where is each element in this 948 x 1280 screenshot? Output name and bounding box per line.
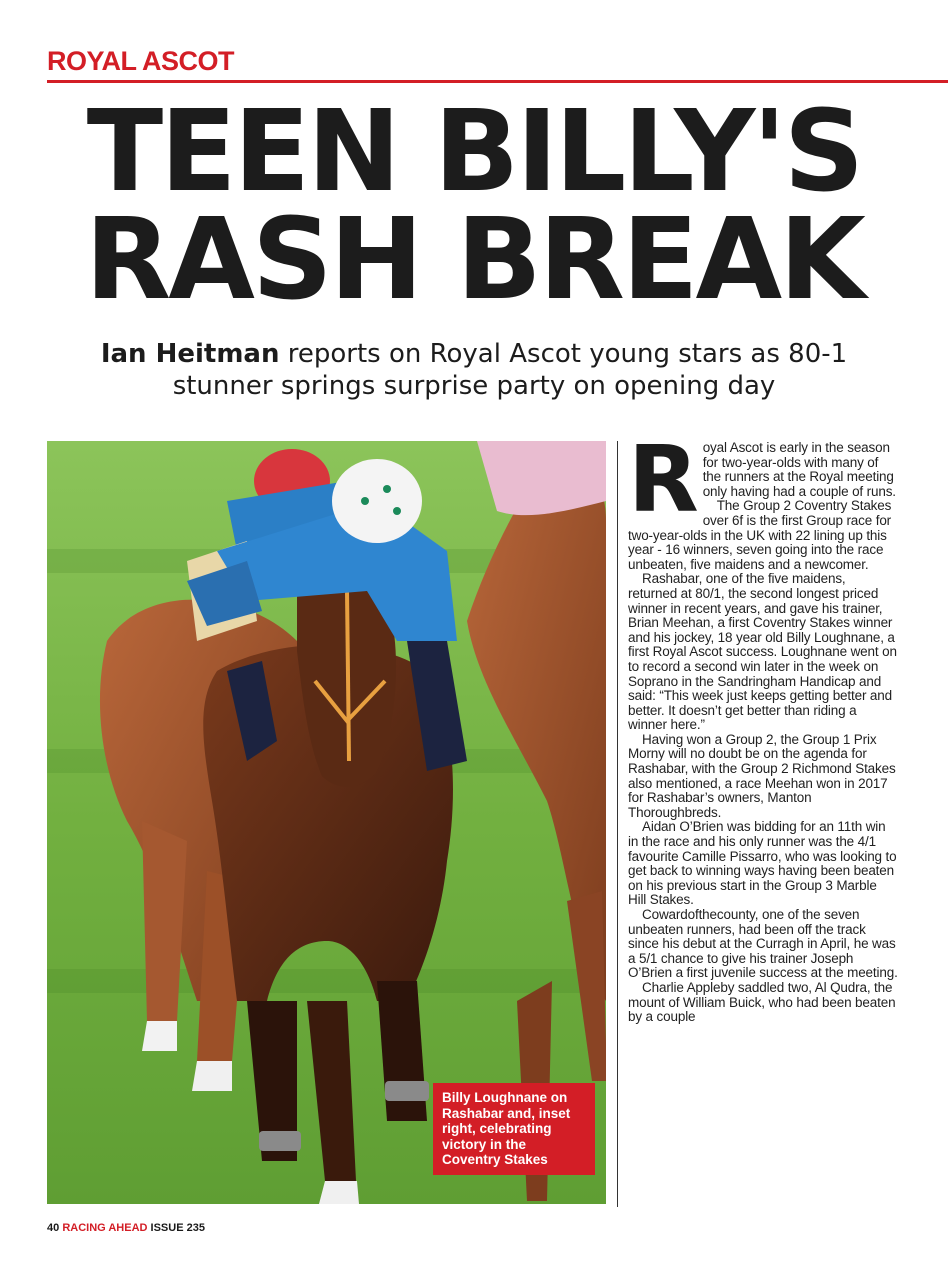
photo-caption: Billy Loughnane on Rashabar and, inset right, celebrating victory in the Coventry Stakes [433,1083,595,1175]
article-paragraph: Having won a Group 2, the Group 1 Prix Morny will no doubt be on the agenda for Rashabar, with the Group 2 Richmond Stakes also mentioned, a race Meehan won in 2017 for Rashabar’s owners, Manton Thoroughbreds. [628,731,896,820]
article-paragraph: Rashabar, one of the five maidens, returned at 80/1, the second longest priced winner in recent years, and gave his trainer, Brian Meehan, a first Coventry Stakes winner and his jockey, 18 year old Billy Loughnane, a first Royal Ascot success. Loughnane went on to record a second win later in the week on Soprano in the Sandringham Handicap and said: “This week just keeps getting better and better. It doesn’t get better than riding a winner here.” [628,571,897,733]
standfirst [60,338,888,402]
article-paragraph: Cowardofthecounty, one of the seven unbeaten runners, had been off the track since his debut at the Curragh in April, he was a 5/1 chance to give his trainer Joseph O’Brien a first juvenile success at the meeting. [628,907,898,981]
drop-cap: R [628,441,699,533]
issue-number: ISSUE 235 [150,1222,205,1234]
article-paragraph: Aidan O’Brien was bidding for an 11th win in the race and his only runner was the 4/1 favourite Camille Pissarro, who was looking to get back to winning ways having been beaten on his previous start in the Group 3 Marble Hill Stakes. [628,819,897,908]
article-body [628,441,898,1207]
magazine-name: RACING AHEAD [62,1222,148,1234]
page-folio [47,1222,205,1234]
column-rule [617,441,618,1207]
page-number: 40 [47,1222,60,1234]
author-name: Ian Heitman [100,339,280,369]
section-label: ROYAL ASCOT [47,46,235,76]
section-rule [47,80,948,83]
article-paragraph: The Group 2 Coventry Stakes over 6f is the first Group race for two-year-olds in the UK with 22 lining up this year - 16 winners, seven going into the race unbeaten, five maidens and a newcomer. [628,498,892,572]
headline-line-2: RASH BREAK [85,195,863,325]
article-paragraph: Charlie Appleby saddled two, Al Qudra, the mount of William Buick, who had been beaten by a couple [628,979,896,1025]
standfirst-text: reports on Royal Ascot young stars as 80-1 stunner springs surprise party on opening day [172,339,848,401]
headline [0,87,948,325]
article-paragraph: oyal Ascot is early in the season for two-year-olds with many of the runners at the Royal meeting only having had a couple of runs. [702,441,896,499]
headline-line-1: TEEN BILLY'S [86,87,862,217]
